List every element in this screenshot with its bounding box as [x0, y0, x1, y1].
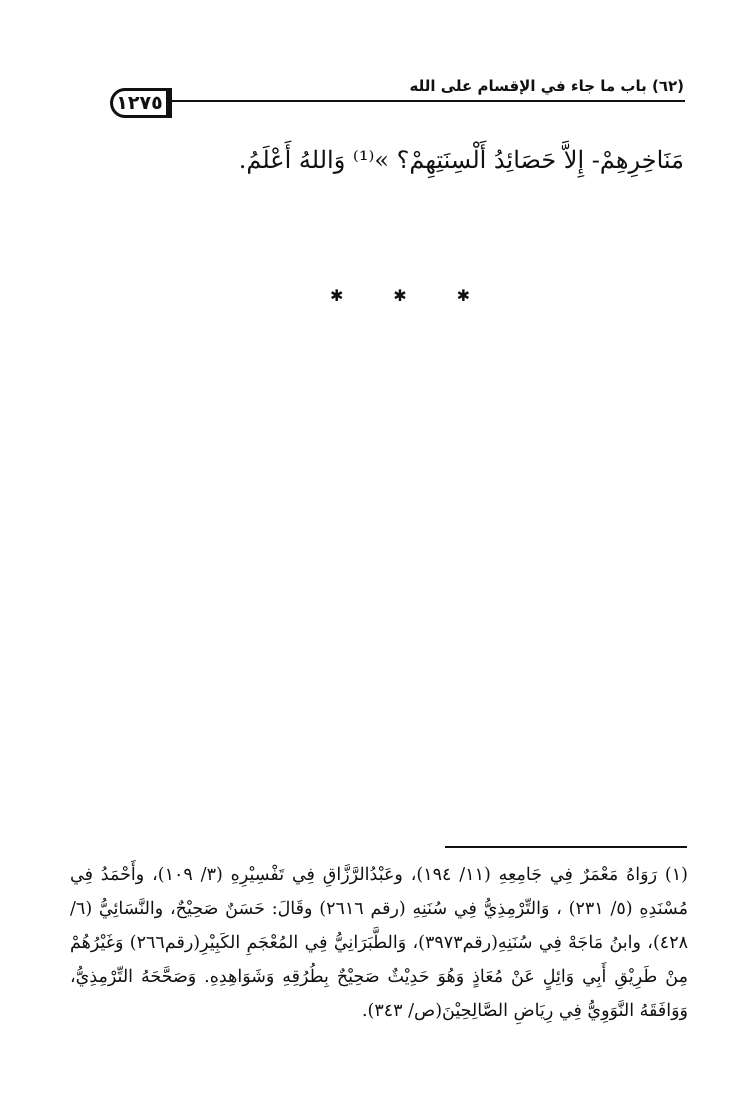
footnote: (١) رَوَاهُ مَعْمَرٌ فِي جَامِعِهِ (١١/ ١٩٤)، وعَبْدُالرَّزَّاقِ فِي تَفْسِيْرِهِ (٣/ ١٠٩)، وأَحْمَدُ فِي مُسْنَدِهِ (٥/ ٢٣١) ، وَالتِّرْمِذِيُّ فِي سُنَنِهِ (رقم ٢٦١٦) وقَالَ: حَسَنٌ صَحِيْحٌ، والنَّسَائِيُّ (٦/ ٤٢٨)، وابنُ مَاجَهْ فِي سُنَنِهِ(رقم٣٩٧٣)، وَالطَّبَرَانِيُّ فِي المُعْجَمِ الكَبِيْرِ(رقم٢٦٦) وَغَيْرُهُمْ مِنْ طَرِيْقِ أَبِي وَائِلٍ عَنْ مُعَاذٍ وَهُوَ حَدِيْثٌ صَحِيْحٌ بِطُرُقِهِ وَشَوَاهِدِهِ. وَصَحَّحَهُ التِّرْمِذِيُّ، وَوَافَقَهُ النَّوَوِيُّ فِي رِيَاضِ الصَّالِحِيْنَ(ص/ ٣٤٣).	[70, 865, 688, 1021]
asterisk-icon: ✱	[330, 286, 344, 305]
asterisk-icon: ✱	[456, 286, 470, 305]
chapter-title: (٦٢) باب ما جاء في الإقسام على الله	[409, 77, 684, 95]
page-number: ١٢٧٥	[116, 92, 163, 114]
section-separator	[330, 286, 470, 306]
footnote-rule	[445, 846, 687, 848]
page-number-frame	[110, 88, 172, 118]
asterisk-icon: ✱	[393, 286, 407, 305]
header-rule	[170, 100, 685, 102]
body-text: مَنَاخِرِهِمْ- إِلاَّ حَصَائِدُ أَلْسِنَتِهِمْ؟ »⁽¹⁾ وَاللهُ أَعْلَمُ.	[238, 146, 684, 174]
